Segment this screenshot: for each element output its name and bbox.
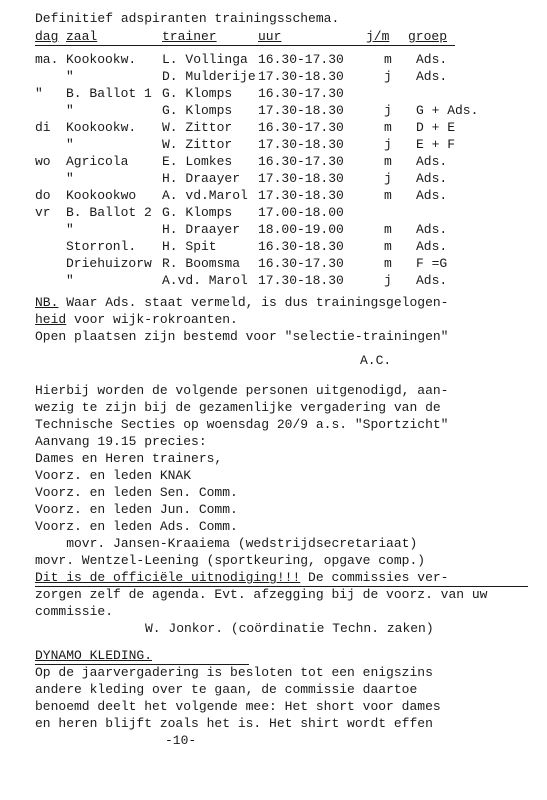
header-zaal: zaal xyxy=(66,29,98,44)
cell-trainer: G. Klomps xyxy=(162,205,233,220)
cell-trainer: W. Zittor xyxy=(162,137,233,152)
invitation-line: Hierbij worden de volgende personen uitgenodigd, aan- xyxy=(35,383,449,398)
header-dag: dag xyxy=(35,29,59,44)
note-line-2-text: voor wijk-rokroanten. xyxy=(66,312,238,327)
cell-groep: Ads. xyxy=(416,69,448,84)
cell-dag: wo xyxy=(35,154,51,169)
cell-jm: j xyxy=(384,273,392,288)
cell-trainer: W. Zittor xyxy=(162,120,233,135)
cell-dag: vr xyxy=(35,205,51,220)
page-number: -10- xyxy=(165,733,197,748)
cell-uur: 16.30-17.30 xyxy=(258,256,344,271)
invitation-line: Technische Secties op woensdag 20/9 a.s. "Sportzicht" xyxy=(35,417,449,432)
cell-groep: Ads. xyxy=(416,188,448,203)
cell-trainer: A. vd.Marol xyxy=(162,188,248,203)
cell-jm: m xyxy=(384,120,392,135)
cell-groep: Ads. xyxy=(416,171,448,186)
cell-zaal: " xyxy=(66,222,74,237)
cell-trainer: G. Klomps xyxy=(162,103,233,118)
invitation-line: Dames en Heren trainers, xyxy=(35,451,223,466)
header-uur: uur xyxy=(258,29,282,44)
cell-uur: 17.30-18.30 xyxy=(258,103,344,118)
cell-dag: " xyxy=(35,86,43,101)
invitation-official-rest: De commissies ver- xyxy=(300,570,449,585)
cell-uur: 16.30-17.30 xyxy=(258,154,344,169)
invitation-line: movr. Jansen-Kraaiema (wedstrijdsecretariaat) xyxy=(35,536,418,551)
cell-uur: 16.30-17.30 xyxy=(258,52,344,67)
dynamo-line: andere kleding over te gaan, de commissie daartoe xyxy=(35,682,418,697)
header-groep: groep xyxy=(408,29,448,44)
cell-zaal: Agricola xyxy=(66,154,129,169)
invitation-line: Voorz. en leden Sen. Comm. xyxy=(35,485,238,500)
invitation-line: movr. Wentzel-Leening (sportkeuring, opgave comp.) xyxy=(35,553,426,568)
note-line-2 xyxy=(35,311,238,328)
dynamo-line: Op de jaarvergadering is besloten tot een enigszins xyxy=(35,665,433,680)
invitation-official-underlined: Dit is de officiële uitnodiging!!! xyxy=(35,570,301,585)
cell-dag: do xyxy=(35,188,51,203)
dynamo-line: benoemd deelt het volgende mee: Het short voor dames xyxy=(35,699,441,714)
cell-jm: m xyxy=(384,222,392,237)
invitation-signature: W. Jonkor. (coördinatie Techn. zaken) xyxy=(145,621,434,636)
cell-groep: F =G xyxy=(416,256,448,271)
cell-groep: Ads. xyxy=(416,154,448,169)
note-line-1 xyxy=(35,294,448,311)
cell-jm: m xyxy=(384,239,392,254)
invitation-line-c: commissie. xyxy=(35,604,114,619)
cell-zaal: Kookookw. xyxy=(66,52,137,67)
cell-dag: di xyxy=(35,120,51,135)
cell-zaal: Kookookw. xyxy=(66,120,137,135)
note-line-3: Open plaatsen zijn bestemd voor "selectie-trainingen" xyxy=(35,329,449,344)
cell-zaal: Storronl. xyxy=(66,239,137,254)
cell-uur: 17.30-18.30 xyxy=(258,188,344,203)
cell-uur: 17.30-18.30 xyxy=(258,171,344,186)
header-jm: j/m xyxy=(366,29,390,44)
invitation-line: Voorz. en leden Ads. Comm. xyxy=(35,519,238,534)
cell-trainer: H. Spit xyxy=(162,239,217,254)
invitation-line-b: zorgen zelf de agenda. Evt. afzegging bij de voorz. van uw xyxy=(35,587,488,602)
cell-jm: m xyxy=(384,256,392,271)
schedule-title: Definitief adspiranten trainingsschema. xyxy=(35,11,340,26)
cell-jm: j xyxy=(384,171,392,186)
cell-groep: Ads. xyxy=(416,222,448,237)
cell-dag: ma. xyxy=(35,52,59,67)
cell-groep: G + Ads. xyxy=(416,103,479,118)
cell-groep: Ads. xyxy=(416,273,448,288)
cell-trainer: H. Draayer xyxy=(162,171,241,186)
nb-label: NB. xyxy=(35,295,59,310)
cell-jm: j xyxy=(384,137,392,152)
cell-jm: j xyxy=(384,103,392,118)
invitation-line: Voorz. en leden KNAK xyxy=(35,468,192,483)
cell-zaal: Kookookwo xyxy=(66,188,137,203)
note-line-2-underlined: heid xyxy=(35,312,67,327)
cell-trainer: D. Mulderije xyxy=(162,69,256,84)
cell-jm: j xyxy=(384,69,392,84)
cell-zaal: " xyxy=(66,103,74,118)
cell-zaal: B. Ballot 2 xyxy=(66,205,152,220)
header-trainer: trainer xyxy=(162,29,217,44)
cell-groep: D + E xyxy=(416,120,456,135)
cell-zaal: " xyxy=(66,171,74,186)
header-underline xyxy=(35,45,455,46)
cell-trainer: E. Lomkes xyxy=(162,154,233,169)
cell-groep: E + F xyxy=(416,137,456,152)
cell-zaal: B. Ballot 1 xyxy=(66,86,152,101)
cell-zaal: " xyxy=(66,69,74,84)
invitation-line: wezig te zijn bij de gezamenlijke vergadering van de xyxy=(35,400,441,415)
dynamo-line: en heren blijft zoals het is. Het shirt wordt effen xyxy=(35,716,433,731)
cell-zaal: Driehuizorw xyxy=(66,256,152,271)
cell-trainer: R. Boomsma xyxy=(162,256,241,271)
cell-uur: 16.30-18.30 xyxy=(258,239,344,254)
cell-trainer: A.vd. Marol xyxy=(162,273,248,288)
cell-uur: 17.30-18.30 xyxy=(258,137,344,152)
cell-jm: m xyxy=(384,154,392,169)
cell-groep: Ads. xyxy=(416,239,448,254)
invitation-line: Voorz. en leden Jun. Comm. xyxy=(35,502,238,517)
cell-uur: 16.30-17.30 xyxy=(258,120,344,135)
cell-jm: m xyxy=(384,52,392,67)
cell-uur: 18.00-19.00 xyxy=(258,222,344,237)
cell-trainer: L. Vollinga xyxy=(162,52,248,67)
cell-uur: 17.30-18.30 xyxy=(258,273,344,288)
dynamo-heading: DYNAMO KLEDING. xyxy=(35,648,153,663)
invitation-line: Aanvang 19.15 precies: xyxy=(35,434,207,449)
invitation-official-line xyxy=(35,569,448,586)
cell-trainer: G. Klomps xyxy=(162,86,233,101)
cell-uur: 16.30-17.30 xyxy=(258,86,344,101)
cell-groep: Ads. xyxy=(416,52,448,67)
cell-zaal: " xyxy=(66,273,74,288)
schedule-signature: A.C. xyxy=(360,353,392,368)
cell-zaal: " xyxy=(66,137,74,152)
cell-uur: 17.30-18.30 xyxy=(258,69,344,84)
cell-jm: m xyxy=(384,188,392,203)
note-line-1-text: Waar Ads. staat vermeld, is dus trainingsgelogen- xyxy=(58,295,449,310)
cell-trainer: H. Draayer xyxy=(162,222,241,237)
cell-uur: 17.00-18.00 xyxy=(258,205,344,220)
